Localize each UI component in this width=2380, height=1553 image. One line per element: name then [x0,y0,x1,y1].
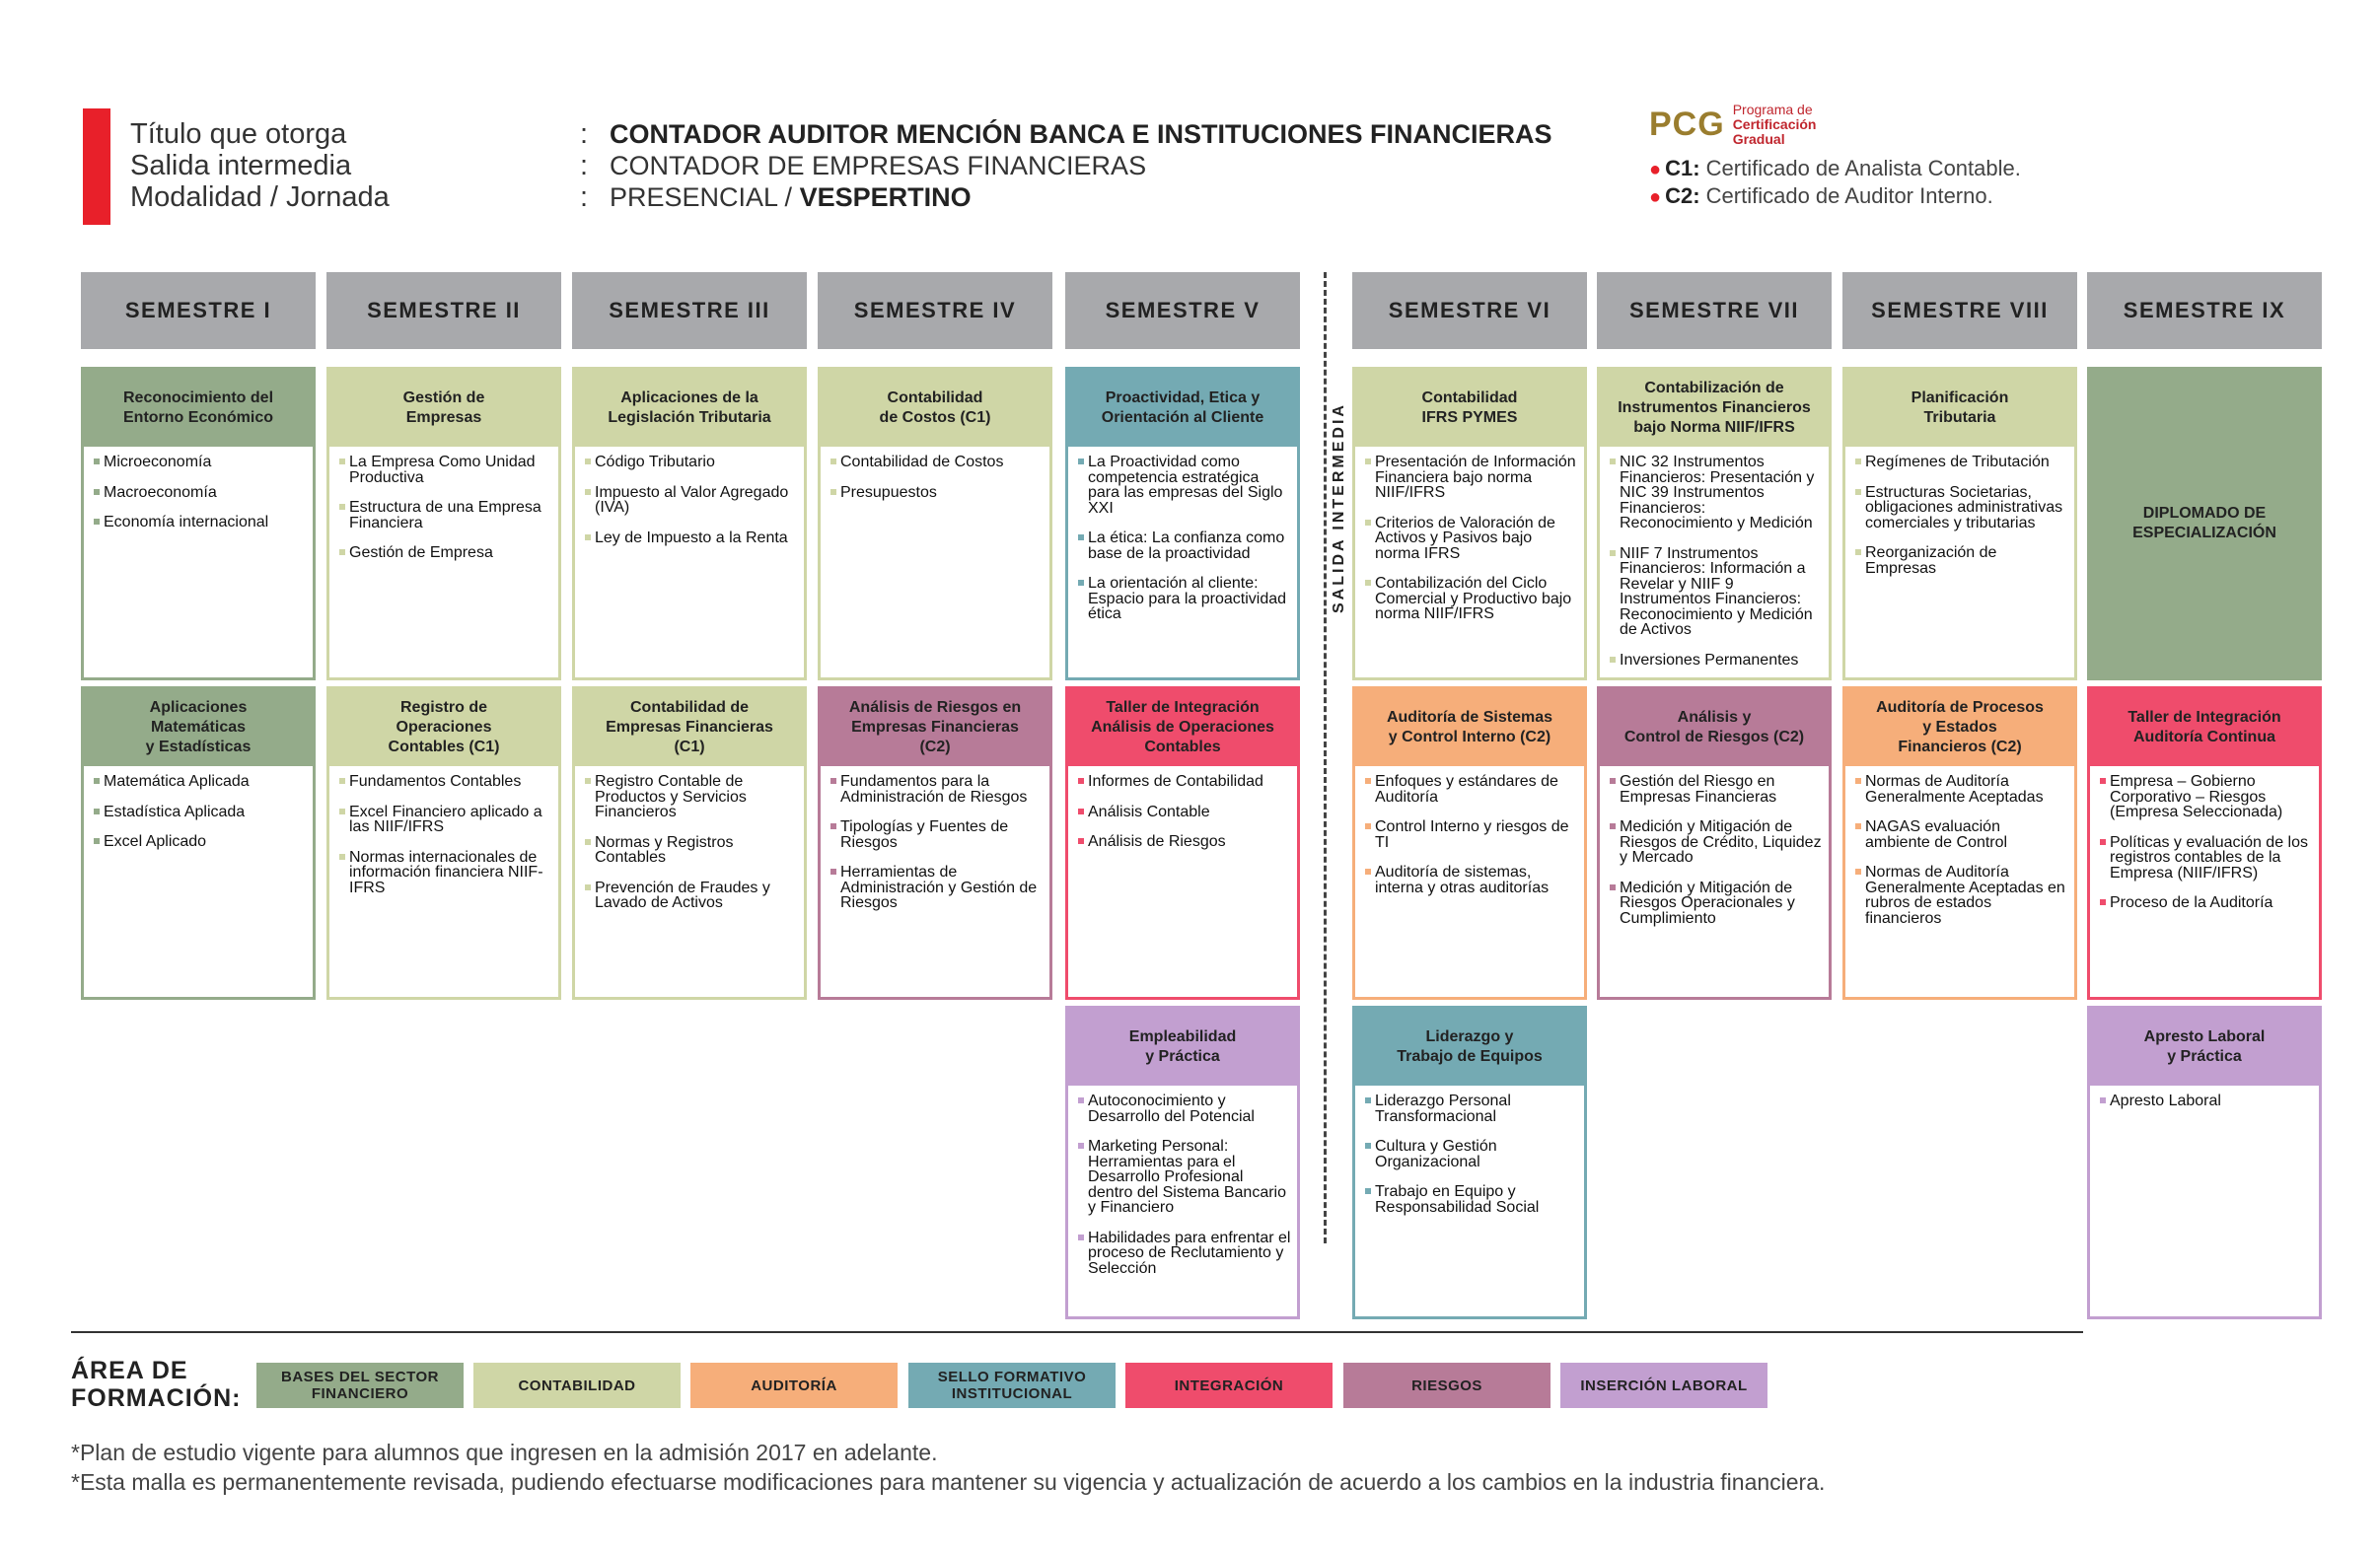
topic-item: Prevención de Fraudes y Lavado de Activos [585,881,798,911]
topic-item: La Proactividad como competencia estratégica para las empresas del Siglo XXI [1078,455,1291,516]
cert-code: C2: [1665,183,1700,208]
topic-item: Informes de Contabilidad [1078,774,1291,790]
topic-item: Economía internacional [94,515,307,530]
course-topics [1355,766,1584,895]
legend-item: INTEGRACIÓN [1125,1363,1333,1408]
course-topics [329,766,558,895]
topic-item: Autoconocimiento y Desarrollo del Potencial [1078,1094,1291,1124]
topic-item: Medición y Mitigación de Riesgos Operacionales y Cumplimiento [1610,881,1823,927]
header-values [610,118,1552,213]
course-card-s2r2 [326,686,561,1000]
topic-item: Trabajo en Equipo y Responsabilidad Social [1365,1184,1578,1215]
course-card-s5r2 [1065,686,1300,1000]
value-salida: CONTADOR DE EMPRESAS FINANCIERAS [610,151,1147,180]
topic-item: Normas de Auditoría Generalmente Aceptadas [1855,774,2068,805]
course-card-s2r1 [326,367,561,680]
course-card-s4r2 [818,686,1052,1000]
semester-header: SEMESTRE III [572,272,807,349]
topic-item: NAGAS evaluación ambiente de Control [1855,819,2068,850]
footnote-2: *Esta malla es permanentemente revisada, pudiendo efectuarse modificaciones para mantener su vigencia y actualización de acuerdo a los cambios en la industria financiera. [71,1469,1826,1495]
topic-item: Análisis de Riesgos [1078,834,1291,850]
jornada-text: VESPERTINO [799,182,972,212]
pcg-line2: Certificación [1732,116,1817,132]
topic-item: La orientación al cliente: Espacio para la proactividad ética [1078,576,1291,622]
topic-item: NIC 32 Instrumentos Financieros: Presentación y NIC 39 Instrumentos Financieros: Reconocimiento y Medición [1610,455,1823,531]
course-card-s8r1 [1842,367,2077,680]
topic-item: Enfoques y estándares de Auditoría [1365,774,1578,805]
legend-rule [71,1331,2083,1333]
salida-intermedia-label: SALIDA INTERMEDIA [1331,394,1348,621]
course-card-s9r2 [2087,686,2322,1000]
cert-text: Certificado de Auditor Interno. [1699,183,1993,208]
course-topics [575,766,804,911]
course-card-s5r3 [1065,1006,1300,1319]
course-card-s5r1 [1065,367,1300,680]
course-title: Auditoría de Procesos y Estados Financieros (C2) [1845,689,2074,766]
topic-item: Fundamentos para la Administración de Riesgos [830,774,1044,805]
course-topics [1600,766,1829,926]
topic-item: La Empresa Como Unidad Productiva [339,455,552,485]
course-title: DIPLOMADO DE ESPECIALIZACIÓN [2132,505,2276,541]
course-topics [1845,447,2074,576]
topic-item: Empresa – Gobierno Corporativo – Riesgos (Empresa Seleccionada) [2100,774,2313,820]
salida-divider [1324,272,1327,1243]
topic-item: Gestión de Empresa [339,545,552,561]
course-title: Planificación Tributaria [1845,370,2074,447]
course-topics [2090,1086,2319,1109]
course-title: Gestión de Empresas [329,370,558,447]
course-card-s6r3 [1352,1006,1587,1319]
topic-item: Matemática Aplicada [94,774,307,790]
pcg-line3: Gradual [1732,131,1785,147]
course-title: Auditoría de Sistemas y Control Interno (C2) [1355,689,1584,766]
topic-item: Proceso de la Auditoría [2100,895,2313,911]
topic-item: Inversiones Permanentes [1610,653,1823,669]
cert-c1 [1649,156,2021,181]
bullet-dot-icon: ● [1649,159,1662,180]
course-title: Proactividad, Etica y Orientación al Cliente [1068,370,1297,447]
semester-header: SEMESTRE II [326,272,561,349]
topic-item: Registro Contable de Productos y Servicios Financieros [585,774,798,820]
topic-item: Habilidades para enfrentar el proceso de Reclutamiento y Selección [1078,1231,1291,1277]
semester-header: SEMESTRE IV [818,272,1052,349]
topic-item: Macroeconomía [94,485,307,501]
topic-item: Normas internacionales de información financiera NIIF-IFRS [339,850,552,896]
topic-item: Apresto Laboral [2100,1094,2313,1109]
topic-item: Microeconomía [94,455,307,470]
bullet-dot-icon: ● [1649,186,1662,208]
label-modalidad: Modalidad / Jornada [130,181,390,213]
legend-item: INSERCIÓN LABORAL [1560,1363,1767,1408]
course-card-s1r2 [81,686,316,1000]
topic-item: Auditoría de sistemas, interna y otras auditorías [1365,865,1578,895]
topic-item: Análisis Contable [1078,805,1291,820]
course-card-s3r1 [572,367,807,680]
legend-title [71,1357,241,1412]
course-title: Taller de Integración Análisis de Operaciones Contables [1068,689,1297,766]
course-title: Empleabilidad y Práctica [1068,1009,1297,1086]
legend-item: BASES DEL SECTOR FINANCIERO [256,1363,464,1408]
course-title: Contabilidad de Costos (C1) [821,370,1049,447]
topic-item: Medición y Mitigación de Riesgos de Crédito, Liquidez y Mercado [1610,819,1823,866]
course-topics [1068,766,1297,850]
pcg-line1: Programa de [1732,102,1813,117]
pcg-logo [1649,103,1817,147]
legend-title-line2: FORMACIÓN: [71,1384,242,1412]
course-card-s9r1 [2087,367,2322,680]
course-card-s9r3 [2087,1006,2322,1319]
header-labels [130,118,390,213]
course-topics [1845,766,2074,926]
course-card-s7r2 [1597,686,1832,1000]
course-title: Análisis de Riesgos en Empresas Financieras (C2) [821,689,1049,766]
cert-c2 [1649,183,1993,209]
topic-item: Excel Financiero aplicado a las NIIF/IFRS [339,805,552,835]
semester-header: SEMESTRE VI [1352,272,1587,349]
course-topics [84,766,313,850]
course-title: Análisis y Control de Riesgos (C2) [1600,689,1829,766]
value-modalidad [610,181,1552,213]
course-title: Registro de Operaciones Contables (C1) [329,689,558,766]
topic-item: Cultura y Gestión Organizacional [1365,1139,1578,1169]
accent-bar [83,108,110,225]
legend-item: RIESGOS [1343,1363,1551,1408]
footnote-1: *Plan de estudio vigente para alumnos que ingresen en la admisión 2017 en adelante. [71,1440,938,1465]
colon: : [580,150,589,181]
topic-item: Fundamentos Contables [339,774,552,790]
colon: : [580,118,589,150]
course-topics [575,447,804,545]
course-title: Aplicaciones de la Legislación Tributaria [575,370,804,447]
legend-title-line1: ÁREA DE [71,1357,188,1384]
course-topics [1355,1086,1584,1215]
topic-item: Contabilidad de Costos [830,455,1044,470]
topic-item: Contabilización del Ciclo Comercial y Productivo bajo norma NIIF/IFRS [1365,576,1578,622]
course-topics [329,447,558,561]
semester-header: SEMESTRE VIII [1842,272,2077,349]
topic-item: Gestión del Riesgo en Empresas Financieras [1610,774,1823,805]
course-title: Aplicaciones Matemáticas y Estadísticas [84,689,313,766]
course-topics [1355,447,1584,622]
legend-item: CONTABILIDAD [473,1363,681,1408]
course-card-s6r2 [1352,686,1587,1000]
topic-item: Presupuestos [830,485,1044,501]
topic-item: Presentación de Información Financiera bajo norma NIIF/IFRS [1365,455,1578,501]
topic-item: Reorganización de Empresas [1855,545,2068,576]
topic-item: Herramientas de Administración y Gestión de Riesgos [830,865,1044,911]
pcg-abbr: PCG [1649,106,1725,143]
course-card-s1r1 [81,367,316,680]
colon: : [580,181,589,213]
course-topics [1068,1086,1297,1276]
label-titulo: Título que otorga [130,118,347,150]
semester-header: SEMESTRE IX [2087,272,2322,349]
topic-item: Liderazgo Personal Transformacional [1365,1094,1578,1124]
topic-item: Control Interno y riesgos de TI [1365,819,1578,850]
value-titulo: CONTADOR AUDITOR MENCIÓN BANCA E INSTITUCIONES FINANCIERAS [610,119,1552,149]
topic-item: Estructura de una Empresa Financiera [339,500,552,530]
course-topics [821,766,1049,911]
topic-item: Impuesto al Valor Agregado (IVA) [585,485,798,516]
topic-item: Normas de Auditoría Generalmente Aceptadas en rubros de estados financieros [1855,865,2068,926]
course-topics [84,447,313,530]
topic-item: Políticas y evaluación de los registros contables de la Empresa (NIIF/IFRS) [2100,835,2313,882]
legend-item: SELLO FORMATIVO INSTITUCIONAL [908,1363,1116,1408]
course-topics [1600,447,1829,668]
course-card-s7r1 [1597,367,1832,680]
course-title: Contabilización de Instrumentos Financieros bajo Norma NIIF/IFRS [1600,370,1829,447]
topic-item: Código Tributario [585,455,798,470]
course-card-s6r1 [1352,367,1587,680]
header-colons [580,118,588,213]
topic-item: Regímenes de Tributación [1855,455,2068,470]
legend-item: AUDITORÍA [690,1363,898,1408]
semester-header: SEMESTRE V [1065,272,1300,349]
label-salida: Salida intermedia [130,150,352,181]
course-card-s8r2 [1842,686,2077,1000]
course-topics [821,447,1049,500]
semester-header: SEMESTRE I [81,272,316,349]
pcg-text [1733,103,1817,147]
topic-item: Normas y Registros Contables [585,835,798,866]
cert-text: Certificado de Analista Contable. [1699,156,2021,180]
course-title: Contabilidad IFRS PYMES [1355,370,1584,447]
cert-code: C1: [1665,156,1700,180]
topic-item: Criterios de Valoración de Activos y Pasivos bajo norma IFRS [1365,516,1578,562]
semester-header: SEMESTRE VII [1597,272,1832,349]
course-title: Liderazgo y Trabajo de Equipos [1355,1009,1584,1086]
topic-item: NIIF 7 Instrumentos Financieros: Información a Revelar y NIIF 9 Instrumentos Financieros: Reconocimiento y Medición de Activos [1610,546,1823,638]
course-title: Reconocimiento del Entorno Económico [84,370,313,447]
course-card-s4r1 [818,367,1052,680]
course-topics [1068,447,1297,622]
course-title: Taller de Integración Auditoría Continua [2090,689,2319,766]
topic-item: Marketing Personal: Herramientas para el Desarrollo Profesional dentro del Sistema Bancario y Financiero [1078,1139,1291,1216]
course-title: Contabilidad de Empresas Financieras (C1) [575,689,804,766]
topic-item: Estructuras Societarias, obligaciones administrativas comerciales y tributarias [1855,485,2068,531]
topic-item: Estadística Aplicada [94,805,307,820]
modalidad-text: PRESENCIAL / [610,182,800,212]
topic-item: Tipologías y Fuentes de Riesgos [830,819,1044,850]
course-card-s3r2 [572,686,807,1000]
topic-item: La ética: La confianza como base de la proactividad [1078,530,1291,561]
topic-item: Ley de Impuesto a la Renta [585,530,798,546]
topic-item: Excel Aplicado [94,834,307,850]
course-topics [2090,766,2319,911]
course-title: Apresto Laboral y Práctica [2090,1009,2319,1086]
